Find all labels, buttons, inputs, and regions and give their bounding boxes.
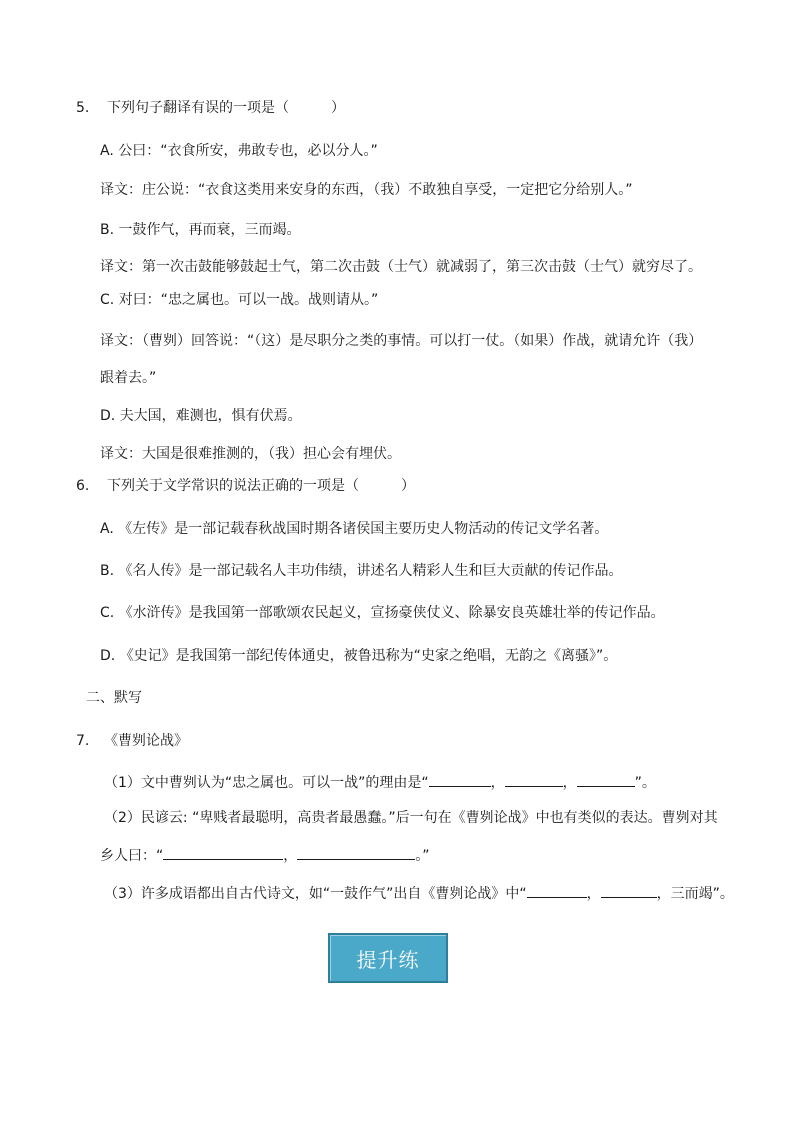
q7-part3 xyxy=(104,883,734,904)
option-text: 夫大国，难测也，惧有伏焉。 xyxy=(119,408,302,424)
q7-number: 7. xyxy=(76,733,90,749)
section-title: 二、默写 xyxy=(86,690,142,706)
answer-blank[interactable] xyxy=(577,772,635,787)
prompt-text: 乡人曰：“ xyxy=(100,848,164,864)
option-letter: B. xyxy=(100,563,115,579)
prompt-text: （3）许多成语都出自古代诗文，如“一鼓作气”出自《曹刿论战》中“ xyxy=(104,886,527,902)
answer-blank[interactable] xyxy=(527,883,587,898)
option-text: 对曰：“忠之属也。可以一战。战则请从。” xyxy=(118,292,379,308)
q5-number: 5. xyxy=(76,100,90,116)
separator: ， xyxy=(586,886,601,902)
separator: ， xyxy=(562,775,577,791)
prompt-end: ”。 xyxy=(634,775,656,791)
q5-translation-d: 译文：大国是很难推测的，（我）担心会有埋伏。 xyxy=(100,446,401,462)
q5-translation-a: 译文：庄公说：“衣食这类用来安身的东西，（我）不敢独自享受，一定把它分给别人。” xyxy=(100,182,633,198)
q6-option-c xyxy=(100,603,665,623)
q5-translation-b: 译文：第一次击鼓能够鼓起士气，第二次击鼓（士气）就减弱了，第三次击鼓（士气）就穷尽了。 xyxy=(100,259,702,275)
option-letter: C. xyxy=(100,292,115,308)
answer-blank[interactable] xyxy=(163,845,283,860)
q7-part2-cont xyxy=(100,845,430,866)
answer-blank[interactable] xyxy=(505,772,563,787)
option-letter: D. xyxy=(100,408,116,424)
q5-option-b xyxy=(100,220,301,240)
option-letter: D. xyxy=(100,648,116,664)
q5-option-d xyxy=(100,406,302,426)
q5-option-c xyxy=(100,290,378,310)
option-text: 《名人传》是一部记载名人丰功伟绩，讲述名人精彩人生和巨大贡献的传记作品。 xyxy=(118,563,623,579)
q5-translation-c: 译文：（曹刿）回答说：“（这）是尽职分之类的事情。可以打一仗。（如果）作战，就请允许（我） xyxy=(100,333,703,349)
q5-stem: 下列句子翻译有误的一项是（ ） xyxy=(107,100,345,116)
option-letter: A. xyxy=(100,521,114,537)
option-text: 《史记》是我国第一部纪传体通史，被鲁迅称为“史家之绝唱，无韵之《离骚》”。 xyxy=(119,648,618,664)
prompt-text: （1）文中曹刿认为“忠之属也。可以一战”的理由是“ xyxy=(104,775,429,791)
q5-translation-c-cont: 跟着去。” xyxy=(100,370,157,386)
q5-option-a xyxy=(100,141,378,161)
option-letter: A. xyxy=(100,143,114,159)
option-text: 一鼓作气，再而衰，三而竭。 xyxy=(118,222,301,238)
q7-title: 《曹刿论战》 xyxy=(104,733,188,749)
answer-blank[interactable] xyxy=(429,772,491,787)
option-text: 《左传》是一部记载春秋战国时期各诸侯国主要历史人物活动的传记文学名著。 xyxy=(118,521,609,537)
separator: ， xyxy=(283,848,298,864)
separator: ， xyxy=(490,775,505,791)
prompt-end: ，三而竭”。 xyxy=(656,886,734,902)
q6-option-b xyxy=(100,561,623,581)
answer-blank[interactable] xyxy=(297,845,415,860)
q7-part2: （2）民谚云: “卑贱者最聪明，高贵者最愚蠢。”后一句在《曹刿论战》中也有类似的表达。曹刿对其 xyxy=(104,810,718,826)
option-text: 公曰：“衣食所安，弗敢专也，必以分人。” xyxy=(118,143,378,159)
q6-stem: 下列关于文学常识的说法正确的一项是（ ） xyxy=(107,478,415,494)
answer-blank[interactable] xyxy=(601,883,657,898)
option-letter: C. xyxy=(100,605,115,621)
practice-button[interactable]: 提升练 xyxy=(328,933,448,983)
prompt-end: 。” xyxy=(415,848,430,864)
q7-part1 xyxy=(104,772,656,793)
q6-number: 6. xyxy=(76,478,90,494)
q6-option-d xyxy=(100,646,617,666)
option-letter: B. xyxy=(100,222,115,238)
option-text: 《水浒传》是我国第一部歌颂农民起义，宣扬豪侠仗义、除暴安良英雄壮举的传记作品。 xyxy=(118,605,665,621)
q6-option-a xyxy=(100,519,608,539)
